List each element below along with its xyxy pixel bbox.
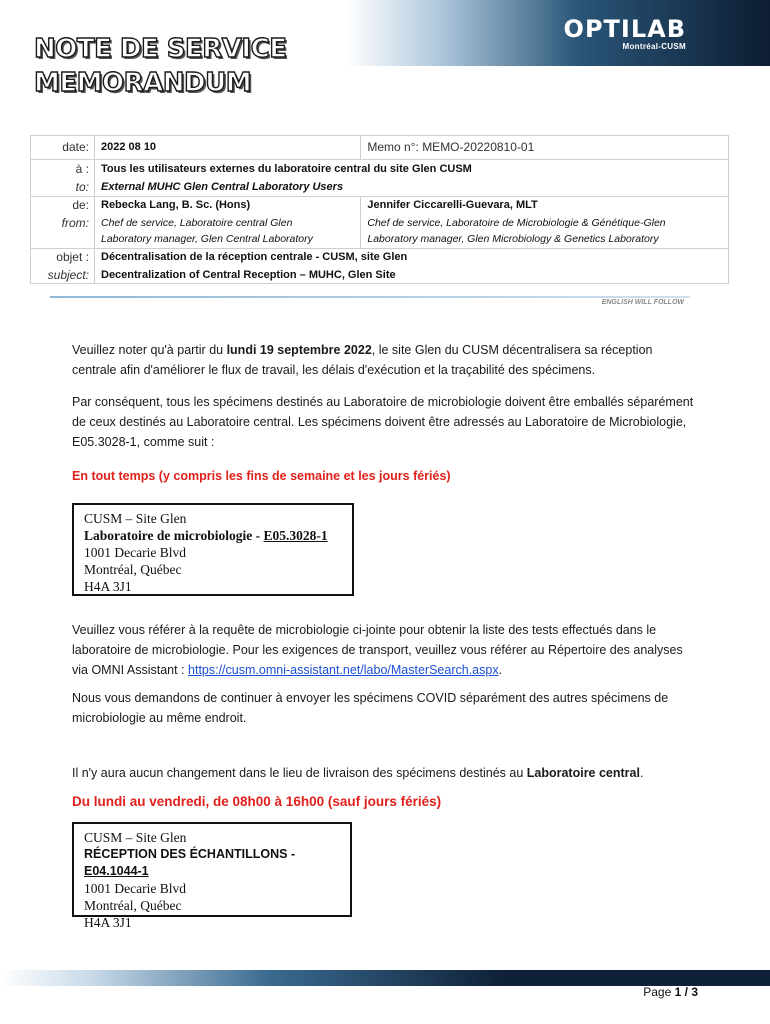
- red-note-always: En tout temps (y compris les fins de semaine et les jours fériés): [72, 469, 451, 483]
- from-label-en: from:: [30, 214, 95, 248]
- from-label-fr: de:: [30, 196, 95, 214]
- to-label-fr: à :: [30, 159, 95, 178]
- p5-text-b: .: [639, 766, 644, 780]
- memo-number: Memo n°: MEMO-20220810-01: [367, 139, 535, 154]
- address2-line5: H4A 3J1: [84, 915, 132, 930]
- address1-room: E05.3028-1: [263, 528, 328, 543]
- p1-text-b: , le site Glen du CUSM décentralisera sa réception centrale afin d'améliorer le flux de travail, les délais d'exécution et la traçabilité des spécimens.: [72, 343, 653, 377]
- p3-text-b: .: [498, 663, 503, 677]
- page-separator: /: [681, 985, 692, 999]
- sender1-title-en: Laboratory manager, Glen Central Laboratory: [101, 232, 313, 245]
- logo-wordmark: OPTILAB: [563, 15, 686, 43]
- sender2-title-en: Laboratory manager, Glen Microbiology & Genetics Laboratory: [367, 232, 659, 245]
- address1-line2a: Laboratoire de microbiologie -: [84, 528, 264, 543]
- footer-band: [0, 970, 770, 986]
- optilab-logo: [564, 16, 686, 51]
- to-value-en: External MUHC Glen Central Laboratory Users: [101, 180, 344, 193]
- sender1-title-fr: Chef de service, Laboratoire central Glen: [101, 216, 293, 229]
- page-label: Page: [643, 985, 675, 999]
- sender1-name: Rebecka Lang, B. Sc. (Hons): [95, 196, 361, 214]
- sender2-title-fr: Chef de service, Laboratoire de Microbiologie & Génétique-Glen: [367, 216, 666, 229]
- address1-line3: 1001 Decarie Blvd: [84, 545, 186, 560]
- address2-line1: CUSM – Site Glen: [84, 830, 187, 845]
- title-english: MEMORANDUM: [34, 68, 252, 98]
- paragraph-2: Par conséquent, tous les spécimens destinés au Laboratoire de microbiologie doivent être emballés séparément de ceux destinés au Laboratoire central. Les spécimens doivent être adressés au Laboratoire de Microbiologie, E05.3028-1, comme suit :: [72, 395, 694, 449]
- p5-text-a: Il n'y aura aucun changement dans le lieu de livraison des spécimens destinés au: [72, 766, 527, 780]
- header-divider: [50, 296, 690, 298]
- address1-line1: CUSM – Site Glen: [84, 511, 187, 526]
- date-value: 2022 08 10: [95, 135, 361, 159]
- omni-assistant-link[interactable]: https://cusm.omni-assistant.net/labo/MasterSearch.aspx: [188, 663, 499, 677]
- title-french: NOTE DE SERVICE: [34, 34, 287, 64]
- paragraph-5: [72, 763, 698, 783]
- logo-subtitle: Montréal-CUSM: [622, 42, 686, 51]
- address2-line3: 1001 Decarie Blvd: [84, 881, 186, 896]
- sender2-name: Jennifer Ciccarelli-Guevara, MLT: [361, 196, 729, 214]
- address2-room: E04.1044-1: [84, 864, 149, 878]
- page-total: 3: [691, 985, 698, 999]
- subject-label-en: subject:: [30, 266, 95, 284]
- address2-line4: Montréal, Québec: [84, 898, 182, 913]
- subject-value-en: Decentralization of Central Reception – MUHC, Glen Site: [101, 269, 396, 281]
- red-note-weekdays: Du lundi au vendredi, de 08h00 à 16h00 (sauf jours fériés): [72, 794, 442, 809]
- address1-line4: Montréal, Québec: [84, 562, 182, 577]
- address2-line2a: RÉCEPTION DES ÉCHANTILLONS -: [84, 847, 296, 861]
- memo-info-table: [30, 135, 729, 284]
- sender2-titles: [361, 214, 729, 248]
- address1-line5: H4A 3J1: [84, 579, 132, 594]
- subject-label-fr: objet :: [30, 248, 95, 266]
- to-label-en: to:: [30, 178, 95, 196]
- p5-bold-central-lab: Laboratoire central: [526, 766, 640, 780]
- subject-value-fr: Décentralisation de la réception centrale - CUSM, site Glen: [95, 248, 730, 266]
- p3-text-a: Veuillez vous référer à la requête de microbiologie ci-jointe pour obtenir la liste des tests effectués dans le laboratoire de microbiologie. Pour les exigences de transport, veuillez vous référer au Répertoire des analyses via OMNI Assistant :: [72, 623, 683, 677]
- p1-text-a: Veuillez noter qu'à partir du: [72, 343, 227, 357]
- page-current: 1: [674, 985, 682, 999]
- sender1-titles: [95, 214, 361, 248]
- address-box-microbiology: [72, 503, 354, 596]
- p1-bold-date: lundi 19 septembre 2022: [226, 343, 372, 357]
- paragraph-3: [72, 620, 698, 680]
- page-number: [643, 985, 698, 999]
- date-label: date:: [30, 135, 95, 159]
- english-will-follow-note: ENGLISH WILL FOLLOW: [601, 299, 684, 306]
- paragraph-4: Nous vous demandons de continuer à envoyer les spécimens COVID séparément des autres spécimens de microbiologie au même endroit.: [72, 691, 669, 725]
- paragraph-1: [72, 340, 698, 380]
- to-value-fr: Tous les utilisateurs externes du laboratoire central du site Glen CUSM: [95, 159, 730, 178]
- address-box-reception: [72, 822, 352, 930]
